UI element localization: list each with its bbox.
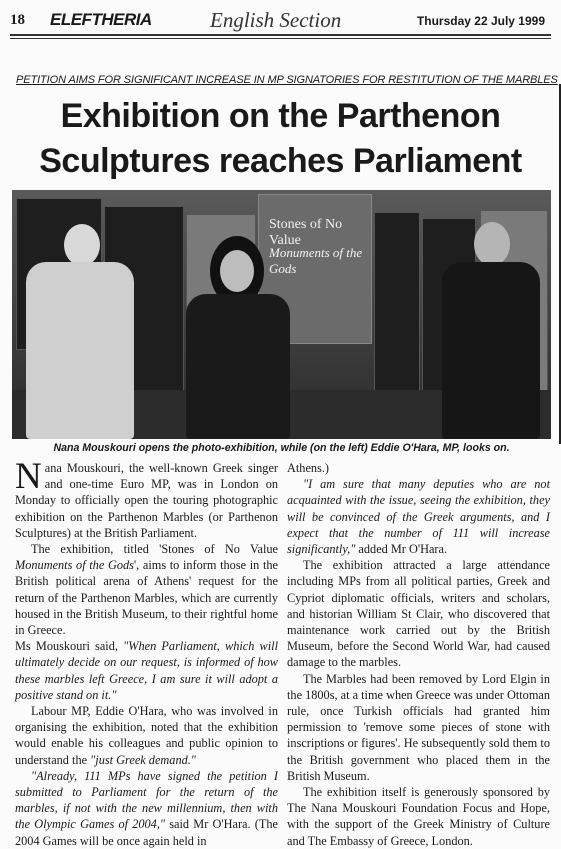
- paragraph: The exhibition, titled 'Stones of No Value Monuments of the Gods', aims to inform those in the British political arena of Athens' request for the return of the Parthenon Marbles, which are currently housed in the British Museum, to their rightful home in Greece.: [15, 542, 278, 638]
- newspaper-name: ELEFTHERIA: [50, 10, 152, 29]
- masthead: [10, 8, 551, 34]
- photo-caption: Nana Mouskouri opens the photo-exhibition, while (on the left) Eddie O'Hara, MP, looks on.: [53, 442, 510, 454]
- headline-line-2: Sculptures reaches Parliament: [39, 142, 522, 180]
- drop-cap: N: [15, 456, 42, 497]
- paragraph: Athens.): [287, 461, 330, 475]
- paragraph: The exhibition itself is generously sponsored by The Nana Mouskouri Foundation Focus and Hope, with the support of the Greek Ministry of Culture and The Embassy of Greece, London.: [287, 785, 550, 848]
- masthead-rule-thin: [10, 38, 551, 39]
- section-name: English Section: [210, 8, 342, 32]
- paragraph: "Already, 111 MPs have signed the petition I submitted to Parliament for the return of the marbles, if not with the new millennium, then with the Olympic Games of 2004," said Mr O'Hara. (The 2004 Games will be once again held in: [15, 768, 278, 848]
- poster-subtitle: Monuments of the Gods: [269, 245, 363, 276]
- headline-line-1: Exhibition on the Parthenon: [60, 97, 501, 135]
- issue-date: Thursday 22 July 1999: [416, 14, 545, 28]
- page-number: 18: [10, 12, 25, 28]
- article-column-1: [15, 456, 278, 849]
- paragraph: The exhibition attracted a large attendance including MPs from all political parties, Greek and Cypriot diplomatic officials, writers and scholars, and historian William St Clair, who discovered that maintenance work carried out by the British Museum, before the Second World War, had caused damage to the marbles.: [287, 558, 550, 670]
- paragraph: The Marbles had been removed by Lord Elgin in the 1800s, at a time when Greece was under Ottoman rule, once Turkish officials had granted him permission to 'remove some pieces of stone with inscriptions or figures'. He subsequently sold them to the British government who placed them in the British Museum.: [287, 671, 550, 783]
- paragraph: Labour MP, Eddie O'Hara, who was involved in organising the exhibition, noted that the exhibition would enable his colleagues and public opinion to understand the "just Greek demand.": [15, 704, 278, 767]
- article-headline: [10, 94, 551, 184]
- article-photo: [12, 190, 551, 439]
- paragraph: "I am sure that many deputies who are not acquainted with the issue, seeing the exhibition, they will be convinced of the Greek arguments, and I expect that the number of 111 will increase significantly," added Mr O'Hara.: [287, 477, 550, 557]
- poster-title: Stones of No Value: [269, 217, 343, 248]
- paragraph: Ms Mouskouri said, "When Parliament, which will ultimately decide on our request, is informed of how these marbles left Greece, I am sure it will adopt a positive stand on it.": [15, 639, 278, 702]
- paragraph: Nana Mouskouri, the well-known Greek singer and one-time Euro MP, was in London on Monday to officially open the touring photographic exhibition on the Parthenon Marbles (or Parthenon Sculptures) at the British Parliament.: [15, 456, 278, 540]
- article-column-2: [287, 460, 550, 849]
- masthead-rule: [10, 34, 551, 36]
- article-kicker: PETITION AIMS FOR SIGNIFICANT INCREASE IN MP SIGNATORIES FOR RESTITUTION OF THE MARBLES: [16, 74, 558, 86]
